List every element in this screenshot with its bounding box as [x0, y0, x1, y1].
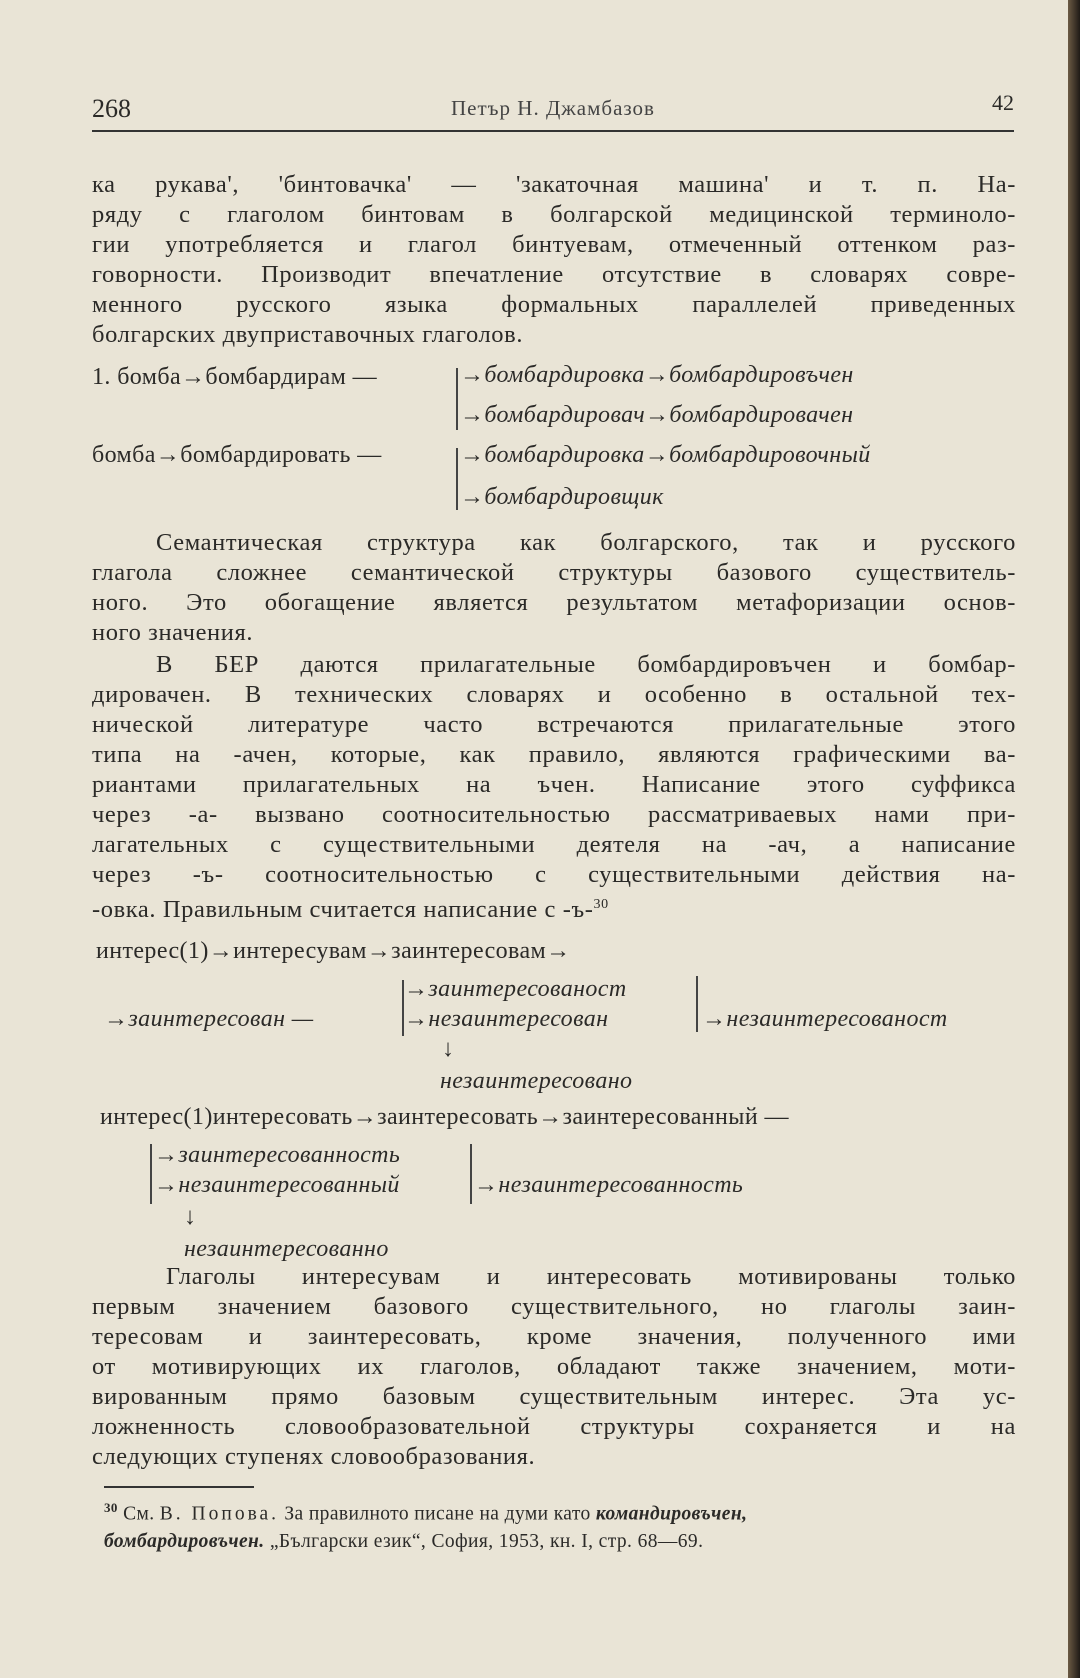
scheme2-branch-b: →незаинтересован [404, 1006, 609, 1032]
text-line: глагола сложнее семантической структуры базового существитель- [92, 559, 1016, 586]
scheme-row-3-right: →бомбардировка→бомбардировочный [460, 442, 871, 468]
scheme2-line-1: интерес(1)→интересувам→заинтересовам→ [96, 938, 571, 964]
footnote-author: В. Попова. [159, 1503, 280, 1525]
scheme-row-1-left: 1. бомба→бомбардирам — [92, 364, 377, 390]
text-line: типа на -ачен, которые, как правило, являются графическими ва- [92, 741, 1016, 768]
scheme2-left: →заинтересован — [104, 1006, 314, 1032]
book-binding-edge [1068, 0, 1080, 1678]
text-line: Семантическая структура как болгарского, так и русского [156, 529, 1016, 556]
scheme-row-4-right: →бомбардировщик [460, 484, 664, 510]
text-line: гии употребляется и глагол бинтуевам, отмеченный оттенком раз- [92, 231, 1016, 258]
text-line: нической литературе часто встречаются прилагательные этого [92, 711, 1016, 738]
scheme-row-3-left: бомба→бомбардировать — [92, 442, 382, 468]
text-line: говорности. Производит впечатление отсутствие в словарях совре- [92, 261, 1016, 288]
text-line: от мотивирующих их глаголов, обладают также значением, моти- [92, 1353, 1016, 1380]
text-line [92, 890, 1016, 925]
footnote-word-1: командировъчен, [595, 1503, 748, 1525]
paragraph-1 [92, 170, 1016, 350]
text-line: Глаголы интересувам и интересовать мотивированы только [166, 1263, 1016, 1290]
header-rule [92, 130, 1014, 132]
text-line: риантами прилагательных на ъчен. Написание этого суффикса [92, 771, 1016, 798]
text-line: первым значением базового существительного, но глаголы заин- [92, 1293, 1016, 1320]
footnote-word-2: бомбардировъчен. [104, 1530, 265, 1552]
scheme3-line-1: интерес(1)интересовать→заинтересовать→заинтересованный — [100, 1104, 789, 1130]
footnote-rule [104, 1486, 254, 1488]
page-header [92, 90, 1014, 130]
footnote-number: 30 [104, 1500, 118, 1515]
scheme2-adverb: незаинтересовано [440, 1068, 633, 1094]
bracket-bar [456, 368, 458, 430]
bracket-bar [696, 976, 698, 1032]
text-line: менного русского языка формальных параллелей приведенных [92, 291, 1016, 318]
text-line: дировачен. В технических словарях и особенно в остальной тех- [92, 681, 1016, 708]
page-number-left: 268 [92, 94, 131, 123]
scheme2-branch-b-tail: →незаинтересованост [702, 1006, 948, 1032]
footnote-source: „Български език“, София, 1953, кн. I, стр. 68—69. [269, 1530, 704, 1552]
text-line: ного значения. [92, 619, 254, 646]
text-line: В БЕР даются прилагательные бомбардировъчен и бомбар- [156, 651, 1016, 678]
down-arrow-icon: ↓ [184, 1204, 197, 1230]
scheme3-branch-b-tail: →незаинтересованность [474, 1172, 744, 1198]
paragraph-2 [92, 528, 1016, 648]
text-line: вированным прямо базовым существительным интерес. Эта ус- [92, 1383, 1016, 1410]
scheme3-branch-b: →незаинтересованный [154, 1172, 400, 1198]
footnote-title: За правилното писане на думи като [284, 1503, 591, 1525]
scheme-row-2-right: →бомбардировач→бомбардировачен [460, 402, 854, 428]
text-line-content: -овка. Правильным считается написание с -ъ- [92, 896, 594, 924]
scheme3-adverb: незаинтересованно [184, 1236, 389, 1262]
text-line: ложненность словообразовательной структуры сохраняется и на [92, 1413, 1016, 1440]
footnote [104, 1494, 1024, 1555]
bracket-bar [150, 1144, 152, 1204]
footnote-reference: 30 [593, 897, 609, 912]
text-line: ряду с глаголом бинтовам в болгарской медицинской терминоло- [92, 201, 1016, 228]
footnote-see: См. [123, 1503, 155, 1525]
text-line: лагательных с существительными деятеля на -ач, а написание [92, 831, 1016, 858]
page-number-right: 42 [992, 90, 1014, 115]
scheme-row-1-right: →бомбардировка→бомбардировъчен [460, 362, 854, 388]
scheme3-branch-a: →заинтересованность [154, 1142, 401, 1168]
text-line: тересовам и заинтересовать, кроме значения, полученного ими [92, 1323, 1016, 1350]
text-line: через -а- вызвано соотносительностью рассматриваевых нами при- [92, 801, 1016, 828]
text-line: следующих ступенях словообразования. [92, 1443, 536, 1470]
text-line: болгарских двуприставочных глаголов. [92, 321, 524, 348]
text-line: ка рукава', 'бинтовачка' — 'закаточная машина' и т. п. На- [92, 171, 1016, 198]
bracket-bar [470, 1144, 472, 1204]
scheme2-branch-a: →заинтересованост [404, 976, 627, 1002]
bracket-bar [456, 448, 458, 510]
running-title: Петър Н. Джамбазов [451, 96, 655, 120]
paragraph-3 [92, 650, 1016, 925]
paragraph-4 [92, 1262, 1016, 1472]
down-arrow-icon: ↓ [442, 1036, 455, 1062]
text-line: ного. Это обогащение является результатом метафоризации основ- [92, 589, 1016, 616]
text-line: через -ъ- соотносительностью с существительными действия на- [92, 861, 1016, 888]
